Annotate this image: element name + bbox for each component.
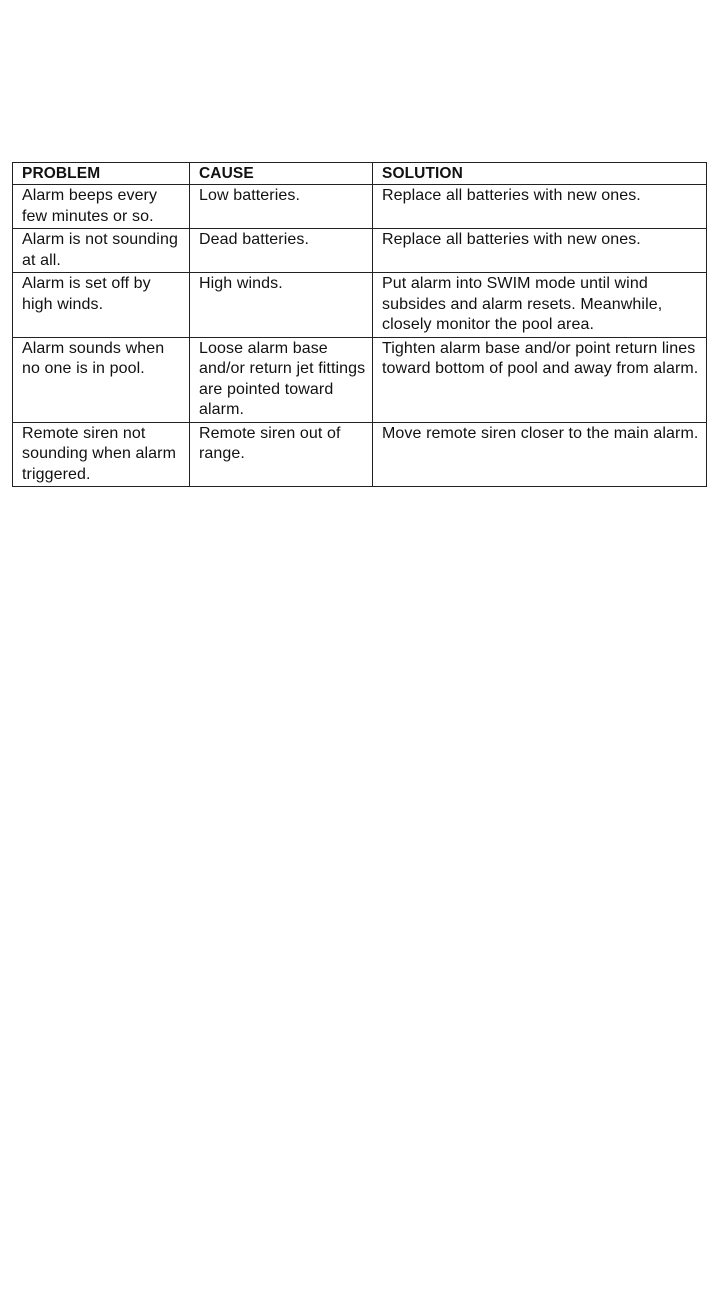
cause-cell [190,273,373,338]
cause-text: Loose alarm base and/or return jet fittings are pointed toward alarm. [199,339,366,418]
cause-text: Remote siren out of range. [199,424,341,462]
table-row [13,337,707,422]
solution-text: Replace all batteries with new ones. [382,187,641,204]
cause-text: Low batteries. [199,187,301,204]
header-cause: CAUSE [190,163,373,185]
problem-text: Alarm beeps every few minutes or so. [22,187,158,225]
cause-cell [190,229,373,273]
troubleshooting-table-container [12,162,706,487]
solution-cell [373,185,707,229]
cause-cell [190,337,373,422]
problem-text: Remote siren not sounding when alarm triggered. [22,424,176,483]
problem-cell [13,185,190,229]
solution-cell [373,422,707,487]
header-solution: SOLUTION [373,163,707,185]
problem-text: Alarm is not sounding at all. [22,231,178,269]
problem-cell [13,337,190,422]
cause-cell [190,185,373,229]
table-row [13,229,707,273]
table-header-row [13,163,707,185]
solution-cell [373,229,707,273]
table-row [13,273,707,338]
solution-text: Move remote siren closer to the main alarm. [382,424,699,442]
header-problem: PROBLEM [13,163,190,185]
problem-text: Alarm sounds when no one is in pool. [22,339,165,377]
problem-cell [13,229,190,273]
problem-text: Alarm is set off by high winds. [22,275,151,313]
solution-text: Tighten alarm base and/or point return lines toward bottom of pool and away from alarm. [382,339,699,377]
troubleshooting-table [12,162,707,487]
cause-cell [190,422,373,487]
cause-text: Dead batteries. [199,231,310,248]
solution-cell [373,273,707,338]
solution-text: Put alarm into SWIM mode until wind subsides and alarm resets. Meanwhile, closely monitor the pool area. [382,275,663,333]
problem-cell [13,273,190,338]
solution-cell [373,337,707,422]
table-row [13,185,707,229]
table-row [13,422,707,487]
problem-cell [13,422,190,487]
cause-text: High winds. [199,275,283,292]
solution-text: Replace all batteries with new ones. [382,231,641,248]
